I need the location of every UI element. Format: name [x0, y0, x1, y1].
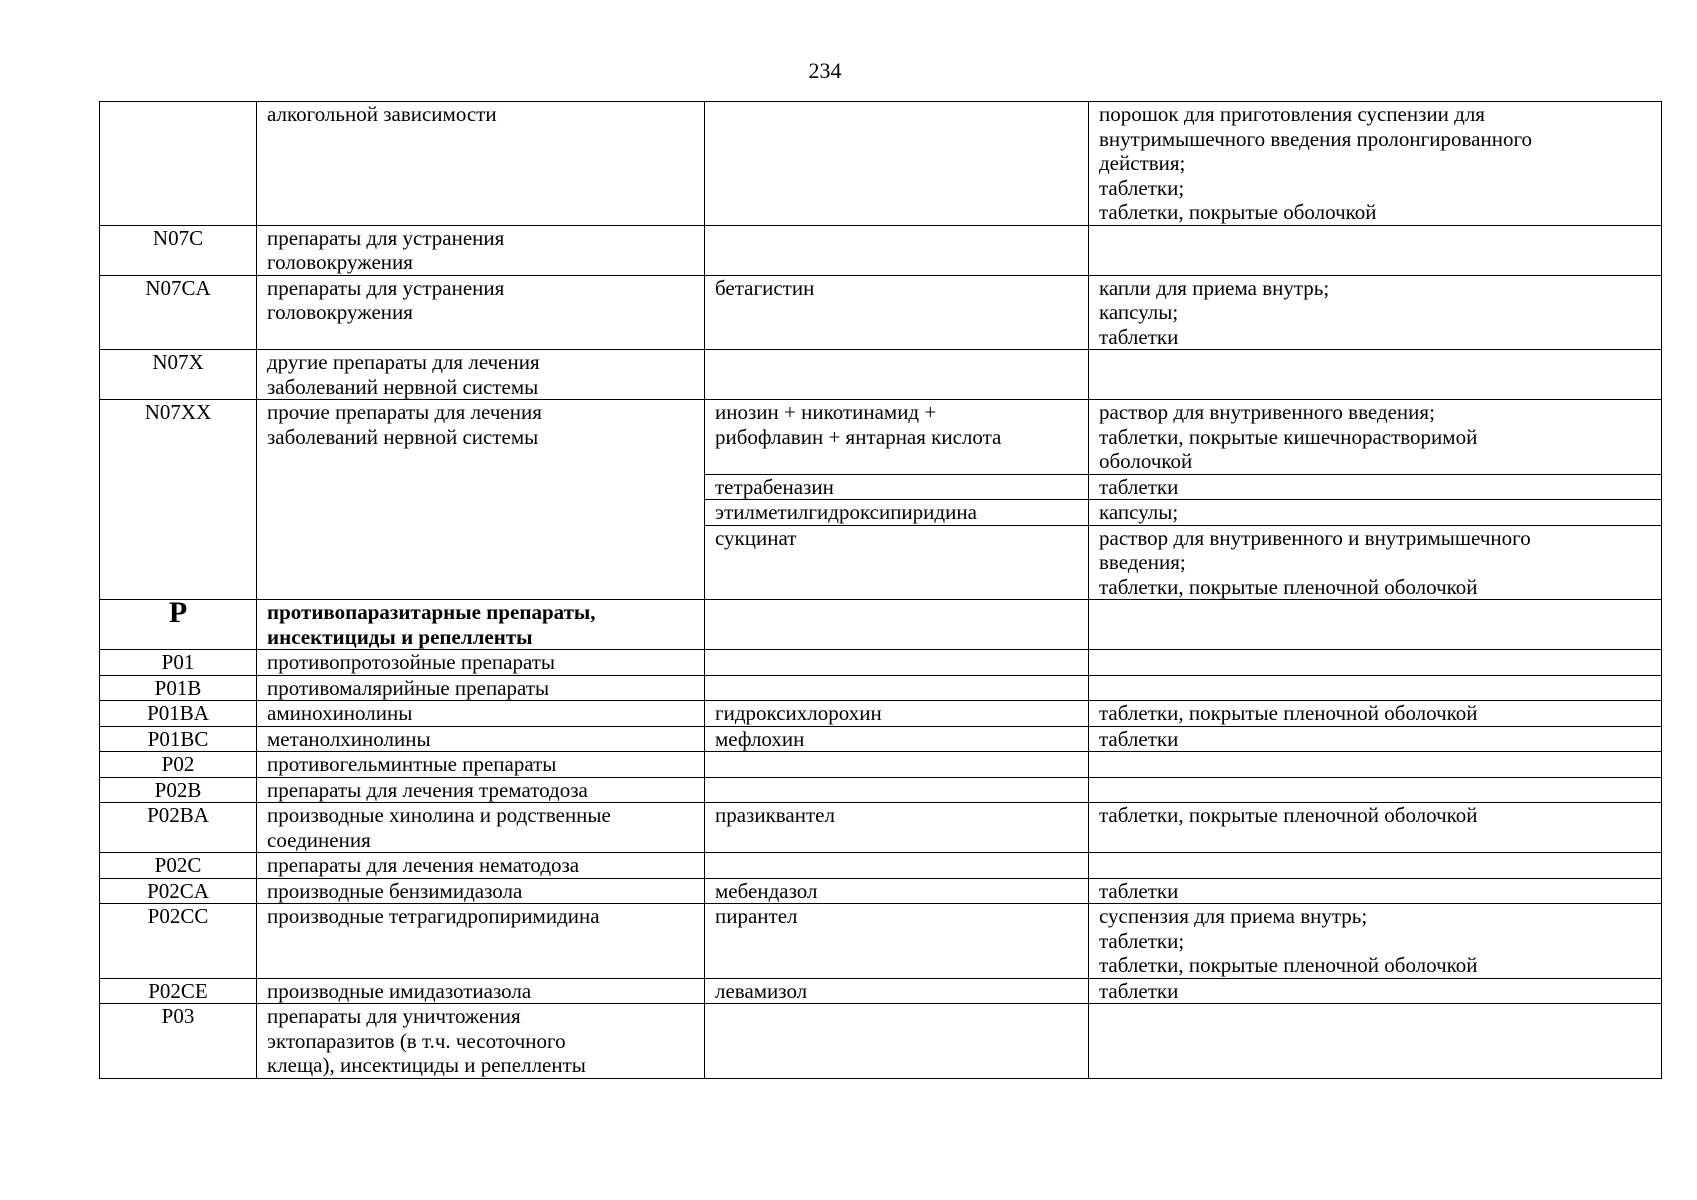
atc-code-cell: P02B	[100, 777, 257, 803]
anatomical-group-cell: другие препараты для лечения заболеваний нервной системы	[257, 350, 705, 400]
drug-name-cell: мефлохин	[705, 726, 1089, 752]
drug-name-cell	[705, 675, 1089, 701]
table-row	[100, 650, 1662, 676]
table-row	[100, 978, 1662, 1004]
anatomical-group-cell: производные имидазотиазола	[257, 978, 705, 1004]
atc-code-cell: P02BA	[100, 803, 257, 853]
atc-code-cell	[100, 102, 257, 226]
dosage-form-cell	[1089, 225, 1662, 275]
anatomical-group-cell: прочие препараты для лечения заболеваний нервной системы	[257, 400, 705, 600]
drug-name-cell	[705, 1004, 1089, 1079]
drug-name-cell: тетрабеназин	[705, 474, 1089, 500]
table-body	[100, 102, 1662, 1079]
table-row	[100, 878, 1662, 904]
dosage-form-cell	[1089, 777, 1662, 803]
dosage-form-cell: раствор для внутривенного введения; таблетки, покрытые кишечнорастворимой оболочкой	[1089, 400, 1662, 475]
table-row	[100, 225, 1662, 275]
anatomical-group-cell: препараты для уничтожения эктопаразитов (в т.ч. чесоточного клеща), инсектициды и репелленты	[257, 1004, 705, 1079]
dosage-form-cell	[1089, 1004, 1662, 1079]
drug-list-table	[99, 101, 1662, 1079]
table-row	[100, 803, 1662, 853]
drug-name-cell: бетагистин	[705, 275, 1089, 350]
table-row	[100, 102, 1662, 226]
page-number: 234	[808, 58, 842, 83]
dosage-form-cell: суспензия для приема внутрь; таблетки; таблетки, покрытые пленочной оболочкой	[1089, 904, 1662, 979]
anatomical-group-cell: производные хинолина и родственные соединения	[257, 803, 705, 853]
table-row	[100, 701, 1662, 727]
dosage-form-cell: таблетки	[1089, 474, 1662, 500]
drug-name-cell: пирантел	[705, 904, 1089, 979]
dosage-form-cell	[1089, 853, 1662, 879]
table-row	[100, 777, 1662, 803]
dosage-form-cell	[1089, 675, 1662, 701]
table-row	[100, 275, 1662, 350]
atc-code-cell: N07C	[100, 225, 257, 275]
dosage-form-cell: таблетки, покрытые пленочной оболочкой	[1089, 803, 1662, 853]
drug-name-cell	[705, 350, 1089, 400]
table-row	[100, 726, 1662, 752]
anatomical-group-cell: препараты для устранения головокружения	[257, 225, 705, 275]
drug-name-cell: левамизол	[705, 978, 1089, 1004]
anatomical-group-cell: противомалярийные препараты	[257, 675, 705, 701]
atc-code-cell: P03	[100, 1004, 257, 1079]
atc-code-cell: P02CA	[100, 878, 257, 904]
dosage-form-cell: раствор для внутривенного и внутримышечного введения; таблетки, покрытые пленочной оболочкой	[1089, 525, 1662, 600]
atc-code-cell: P	[100, 600, 257, 650]
atc-code-cell: P02CC	[100, 904, 257, 979]
dosage-form-cell: таблетки, покрытые пленочной оболочкой	[1089, 701, 1662, 727]
table-row	[100, 400, 1662, 475]
anatomical-group-cell: метанолхинолины	[257, 726, 705, 752]
anatomical-group-cell: препараты для лечения нематодоза	[257, 853, 705, 879]
dosage-form-cell: капсулы;	[1089, 500, 1662, 526]
anatomical-group-cell: препараты для лечения трематодоза	[257, 777, 705, 803]
dosage-form-cell	[1089, 350, 1662, 400]
table-row	[100, 675, 1662, 701]
atc-code-cell: P02C	[100, 853, 257, 879]
drug-name-cell	[705, 752, 1089, 778]
atc-code-cell: P01	[100, 650, 257, 676]
drug-name-cell	[705, 600, 1089, 650]
dosage-form-cell	[1089, 752, 1662, 778]
drug-name-cell: мебендазол	[705, 878, 1089, 904]
atc-code-cell: N07X	[100, 350, 257, 400]
table-row	[100, 853, 1662, 879]
dosage-form-cell: порошок для приготовления суспензии для внутримышечного введения пролонгированного действия; таблетки; таблетки, покрытые оболочкой	[1089, 102, 1662, 226]
drug-name-cell	[705, 650, 1089, 676]
table-row	[100, 904, 1662, 979]
table-row	[100, 752, 1662, 778]
drug-name-cell: празиквантел	[705, 803, 1089, 853]
drug-name-cell: инозин + никотинамид + рибофлавин + янтарная кислота	[705, 400, 1089, 475]
anatomical-group-cell: аминохинолины	[257, 701, 705, 727]
drug-name-cell	[705, 853, 1089, 879]
dosage-form-cell	[1089, 600, 1662, 650]
dosage-form-cell: таблетки	[1089, 726, 1662, 752]
atc-code-cell: P02	[100, 752, 257, 778]
atc-code-cell: N07CA	[100, 275, 257, 350]
drug-name-cell	[705, 102, 1089, 226]
atc-code-cell: P01BC	[100, 726, 257, 752]
table-row	[100, 1004, 1662, 1079]
dosage-form-cell: капли для приема внутрь; капсулы; таблетки	[1089, 275, 1662, 350]
anatomical-group-cell: препараты для устранения головокружения	[257, 275, 705, 350]
anatomical-group-cell: алкогольной зависимости	[257, 102, 705, 226]
anatomical-group-cell: производные тетрагидропиримидина	[257, 904, 705, 979]
table-row	[100, 350, 1662, 400]
dosage-form-cell: таблетки	[1089, 878, 1662, 904]
atc-code-cell: P02CE	[100, 978, 257, 1004]
drug-name-cell: этилметилгидроксипиридина	[705, 500, 1089, 526]
anatomical-group-cell: производные бензимидазола	[257, 878, 705, 904]
atc-code-cell: P01BA	[100, 701, 257, 727]
drug-name-cell	[705, 225, 1089, 275]
table-row	[100, 600, 1662, 650]
dosage-form-cell	[1089, 650, 1662, 676]
anatomical-group-cell: противогельминтные препараты	[257, 752, 705, 778]
atc-code-cell: N07XX	[100, 400, 257, 600]
drug-name-cell	[705, 777, 1089, 803]
atc-code-cell: P01B	[100, 675, 257, 701]
drug-name-cell: сукцинат	[705, 525, 1089, 600]
drug-name-cell: гидроксихлорохин	[705, 701, 1089, 727]
anatomical-group-cell: противопаразитарные препараты, инсектициды и репелленты	[257, 600, 705, 650]
dosage-form-cell: таблетки	[1089, 978, 1662, 1004]
anatomical-group-cell: противопротозойные препараты	[257, 650, 705, 676]
